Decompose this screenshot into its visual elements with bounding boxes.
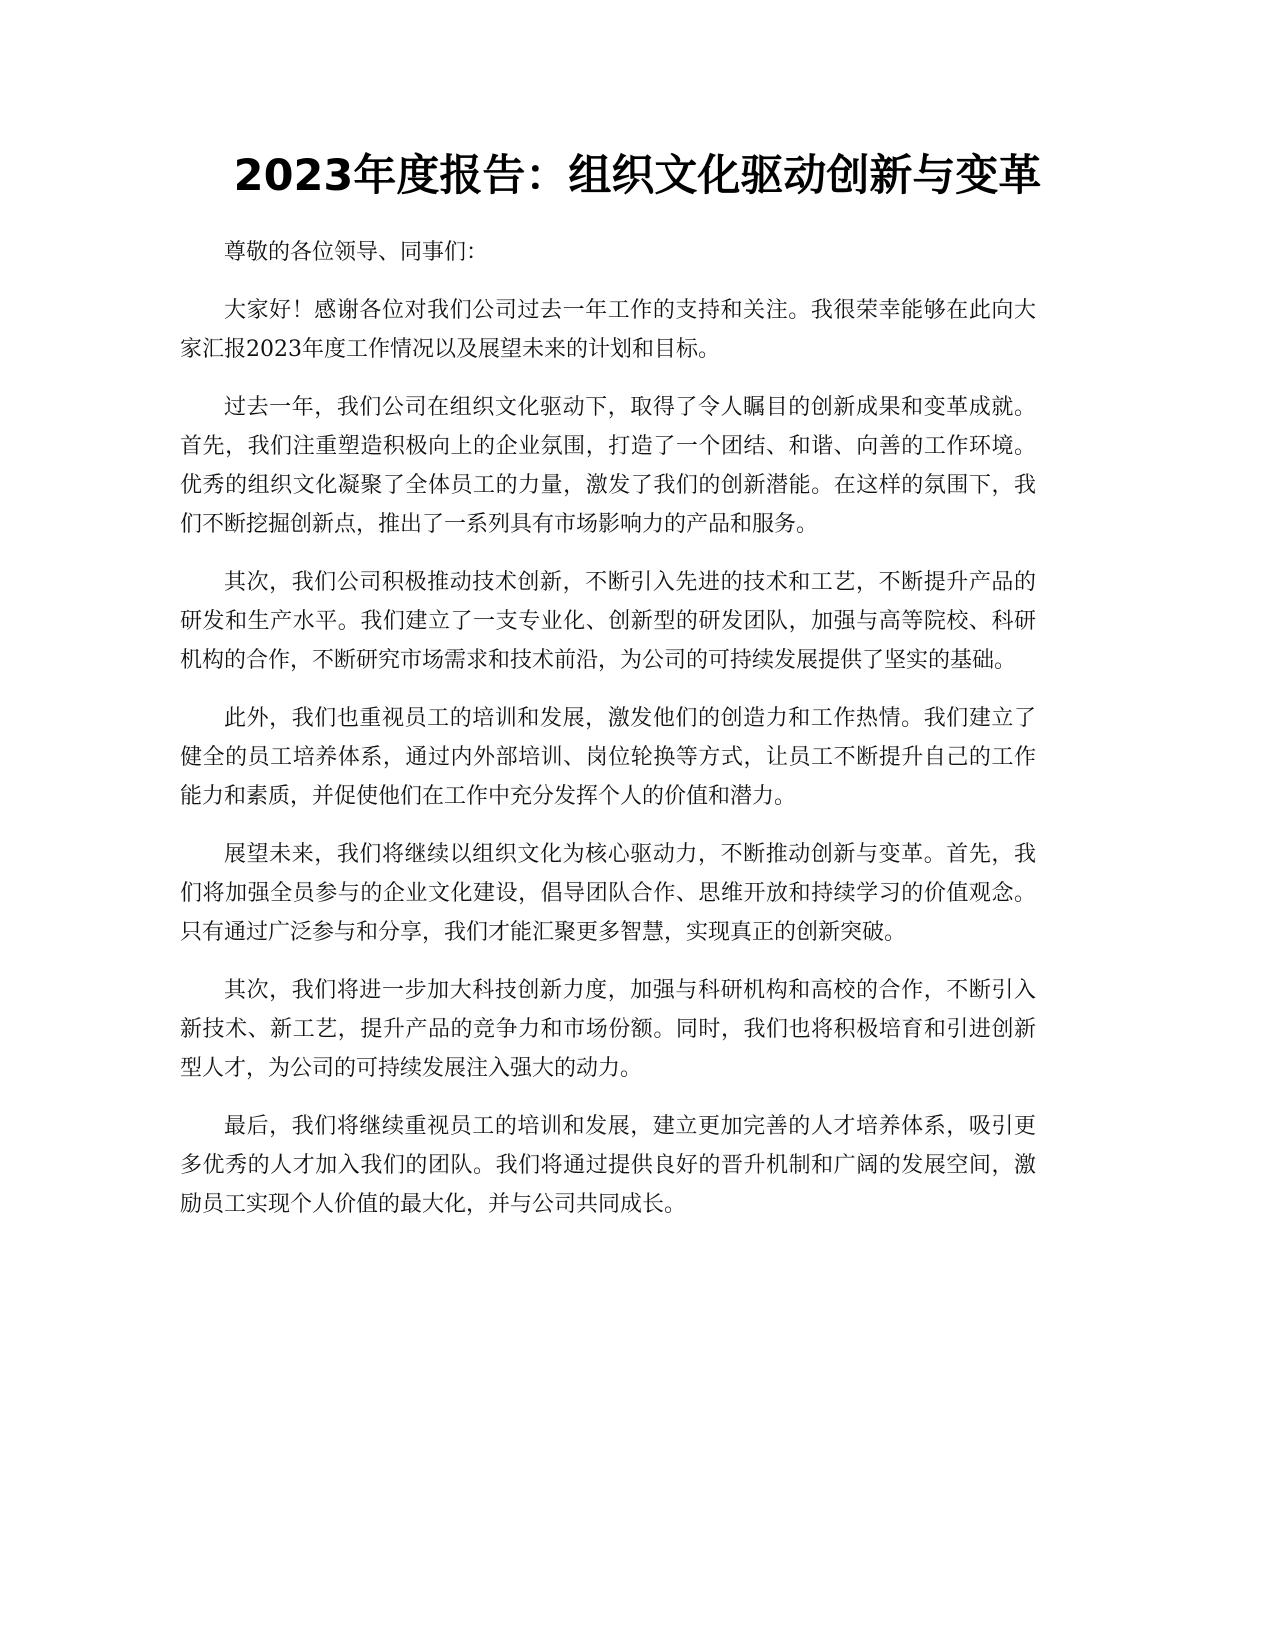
- paragraph-past-year: 过去一年，我们公司在组织文化驱动下，取得了令人瞩目的创新成果和变革成就。首先，我们注重塑造积极向上的企业氛围，打造了一个团结、和谐、向善的工作环境。优秀的组织文化凝聚了全体员工的力量，激发了我们的创新潜能。在这样的氛围下，我们不断挖掘创新点，推出了一系列具有市场影响力的产品和服务。: [180, 395, 1036, 537]
- document-body: [180, 233, 1036, 1243]
- paragraph-future-tech: 其次，我们将进一步加大科技创新力度，加强与科研机构和高校的合作，不断引入新技术、新工艺，提升产品的竞争力和市场份额。同时，我们也将积极培育和引进创新型人才，为公司的可持续发展注入强大的动力。: [180, 978, 1036, 1081]
- paragraph-future-outlook: 展望未来，我们将继续以组织文化为核心驱动力，不断推动创新与变革。首先，我们将加强全员参与的企业文化建设，倡导团队合作、思维开放和持续学习的价值观念。只有通过广泛参与和分享，我们才能汇聚更多智慧，实现真正的创新突破。: [180, 842, 1036, 945]
- paragraph-greeting: 大家好！感谢各位对我们公司过去一年工作的支持和关注。我很荣幸能够在此向大家汇报2023年度工作情况以及展望未来的计划和目标。: [180, 298, 1036, 362]
- paragraph-future-talent: 最后，我们将继续重视员工的培训和发展，建立更加完善的人才培养体系，吸引更多优秀的人才加入我们的团队。我们将通过提供良好的晋升机制和广阔的发展空间，激励员工实现个人价值的最大化，并与公司共同成长。: [180, 1114, 1036, 1217]
- document-title: 2023年度报告：组织文化驱动创新与变革: [233, 151, 1042, 201]
- paragraph-tech-innovation: 其次，我们公司积极推动技术创新，不断引入先进的技术和工艺，不断提升产品的研发和生产水平。我们建立了一支专业化、创新型的研发团队，加强与高等院校、科研机构的合作，不断研究市场需求和技术前沿，为公司的可持续发展提供了坚实的基础。: [180, 570, 1036, 673]
- paragraph-staff-training: 此外，我们也重视员工的培训和发展，激发他们的创造力和工作热情。我们建立了健全的员工培养体系，通过内外部培训、岗位轮换等方式，让员工不断提升自己的工作能力和素质，并促使他们在工作中充分发挥个人的价值和潜力。: [180, 706, 1036, 809]
- salutation: 尊敬的各位领导、同事们：: [224, 240, 489, 265]
